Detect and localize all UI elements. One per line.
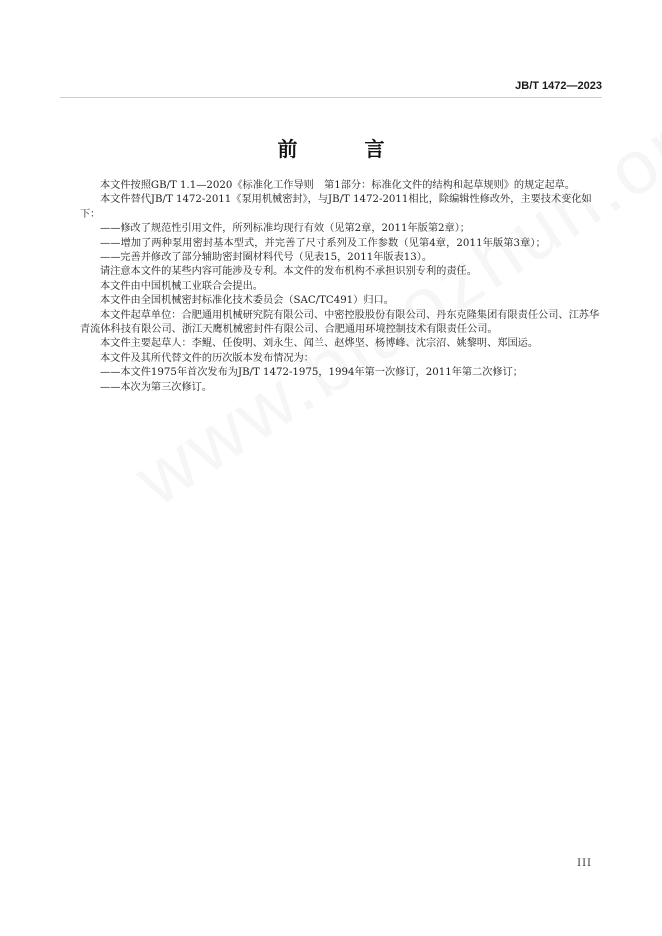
page-number: III: [577, 858, 592, 869]
foreword-body: [80, 179, 606, 395]
paragraph-replacement: 本文件替代JB/T 1472-2011《泵用机械密封》，与JB/T 1472-2011相比，除编辑性修改外，主要技术变化如下：: [80, 194, 592, 220]
paragraph-proposer: 本文件由中国机械工业联合会提出。: [100, 280, 263, 292]
paragraph-history-intro: 本文件及其所代替文件的历次版本发布情况为：: [100, 352, 314, 364]
list-item-history-1: ——本文件1975年首次发布为JB/T 1472-1975，1994年第一次修订，2011年第二次修订；: [100, 367, 523, 379]
list-item-change-2: ——增加了两种泵用密封基本型式，并完善了尺寸系列及工作参数（见第4章，2011年版第3章）；: [100, 237, 546, 249]
paragraph-drafters: 本文件主要起草人：李鲲、任俊明、刘永生、闻兰、赵烨坚、杨博峰、沈宗沼、姚黎明、郑国运。: [100, 338, 539, 350]
standard-code: JB/T 1472—2023: [515, 80, 602, 92]
paragraph-committee: 本文件由全国机械密封标准化技术委员会（SAC/TC491）归口。: [100, 295, 394, 307]
list-item-change-3: ——完善并修改了部分辅助密封圈材料代号（见表15，2011年版表13）。: [100, 252, 432, 264]
paragraph-drafting-rules: 本文件按照GB/T 1.1—2020《标准化工作导则 第1部分：标准化文件的结构和起草规则》的规定起草。: [100, 180, 576, 191]
paragraph-drafting-units: 本文件起草单位：合肥通用机械研究院有限公司、中密控股股份有限公司、丹东克隆集团有限责任公司、江苏华青流体科技有限公司、浙江天鹰机械密封件有限公司、合肥通用环境控制技术有限责任公司。: [80, 309, 600, 336]
page-title: 前 言: [277, 137, 415, 161]
list-item-change-1: ——修改了规范性引用文件，所列标准均现行有效（见第2章，2011年版第2章）；: [100, 223, 470, 235]
header-rule: [60, 97, 602, 98]
paragraph-patent-notice: 请注意本文件的某些内容可能涉及专利。本文件的发布机构不承担识别专利的责任。: [100, 266, 477, 278]
list-item-history-2: ——本次为第三次修订。: [100, 381, 213, 393]
